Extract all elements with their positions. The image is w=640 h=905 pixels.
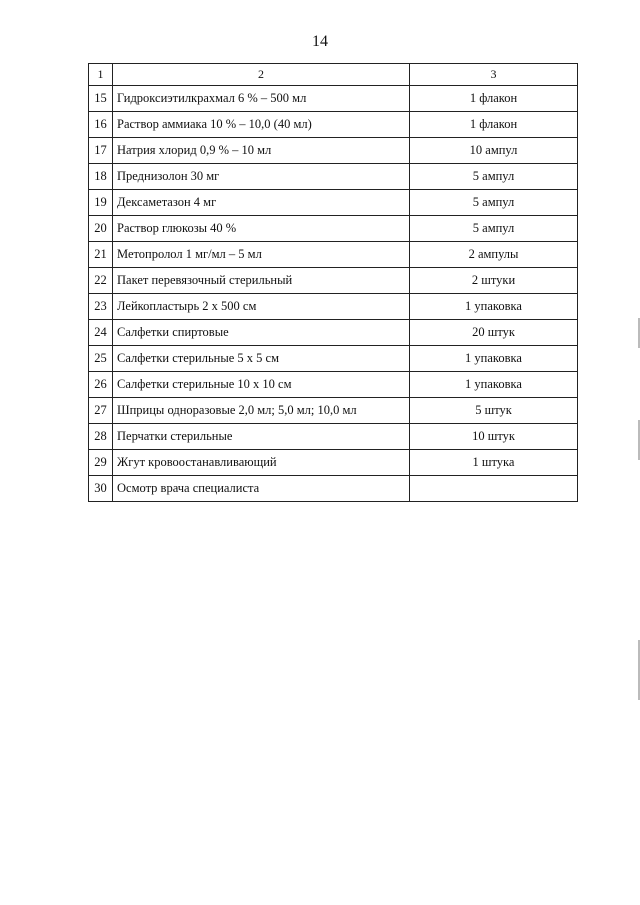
table-row [89, 372, 578, 398]
item-name-cell: Раствор глюкозы 40 % [113, 216, 410, 242]
table-row [89, 398, 578, 424]
table-row [89, 450, 578, 476]
item-name-cell: Дексаметазон 4 мг [113, 190, 410, 216]
item-quantity-cell: 2 ампулы [410, 242, 578, 268]
item-quantity-cell: 1 штука [410, 450, 578, 476]
item-name-cell: Гидроксиэтилкрахмал 6 % – 500 мл [113, 86, 410, 112]
item-quantity-cell: 20 штук [410, 320, 578, 346]
item-quantity-cell: 1 флакон [410, 86, 578, 112]
item-name-cell: Осмотр врача специалиста [113, 476, 410, 502]
supplies-table [88, 63, 578, 502]
item-name-cell: Салфетки стерильные 10 х 10 см [113, 372, 410, 398]
item-name-cell: Пакет перевязочный стерильный [113, 268, 410, 294]
row-number-cell: 18 [89, 164, 113, 190]
row-number-cell: 28 [89, 424, 113, 450]
table-row [89, 216, 578, 242]
item-quantity-cell: 5 ампул [410, 216, 578, 242]
row-number-cell: 25 [89, 346, 113, 372]
row-number-cell: 24 [89, 320, 113, 346]
row-number-cell: 26 [89, 372, 113, 398]
item-quantity-cell: 2 штуки [410, 268, 578, 294]
item-quantity-cell: 1 упаковка [410, 372, 578, 398]
item-name-cell: Лейкопластырь 2 х 500 см [113, 294, 410, 320]
table-row [89, 138, 578, 164]
item-quantity-cell: 5 штук [410, 398, 578, 424]
table-row [89, 346, 578, 372]
row-number-cell: 29 [89, 450, 113, 476]
item-quantity-cell: 10 штук [410, 424, 578, 450]
item-name-cell: Натрия хлорид 0,9 % – 10 мл [113, 138, 410, 164]
item-name-cell: Перчатки стерильные [113, 424, 410, 450]
column-header-1: 1 [89, 64, 113, 86]
item-quantity-cell: 1 флакон [410, 112, 578, 138]
row-number-cell: 16 [89, 112, 113, 138]
table-row [89, 294, 578, 320]
row-number-cell: 21 [89, 242, 113, 268]
row-number-cell: 15 [89, 86, 113, 112]
table-row [89, 242, 578, 268]
row-number-cell: 27 [89, 398, 113, 424]
item-name-cell: Метопролол 1 мг/мл – 5 мл [113, 242, 410, 268]
table-row [89, 112, 578, 138]
item-name-cell: Раствор аммиака 10 % – 10,0 (40 мл) [113, 112, 410, 138]
item-quantity-cell: 1 упаковка [410, 346, 578, 372]
table-row [89, 268, 578, 294]
row-number-cell: 22 [89, 268, 113, 294]
item-name-cell: Шприцы одноразовые 2,0 мл; 5,0 мл; 10,0 мл [113, 398, 410, 424]
item-name-cell: Салфетки стерильные 5 х 5 см [113, 346, 410, 372]
column-header-3: 3 [410, 64, 578, 86]
item-quantity-cell [410, 476, 578, 502]
table-row [89, 164, 578, 190]
table-header-row [89, 64, 578, 86]
row-number-cell: 30 [89, 476, 113, 502]
item-quantity-cell: 1 упаковка [410, 294, 578, 320]
item-name-cell: Жгут кровоостанавливающий [113, 450, 410, 476]
row-number-cell: 23 [89, 294, 113, 320]
table-row [89, 320, 578, 346]
table-row [89, 86, 578, 112]
row-number-cell: 19 [89, 190, 113, 216]
column-header-2: 2 [113, 64, 410, 86]
table-row [89, 190, 578, 216]
item-quantity-cell: 5 ампул [410, 190, 578, 216]
table-row [89, 424, 578, 450]
page-number: 14 [312, 33, 328, 50]
item-name-cell: Салфетки спиртовые [113, 320, 410, 346]
row-number-cell: 20 [89, 216, 113, 242]
table-row [89, 476, 578, 502]
item-name-cell: Преднизолон 30 мг [113, 164, 410, 190]
row-number-cell: 17 [89, 138, 113, 164]
item-quantity-cell: 10 ампул [410, 138, 578, 164]
item-quantity-cell: 5 ампул [410, 164, 578, 190]
